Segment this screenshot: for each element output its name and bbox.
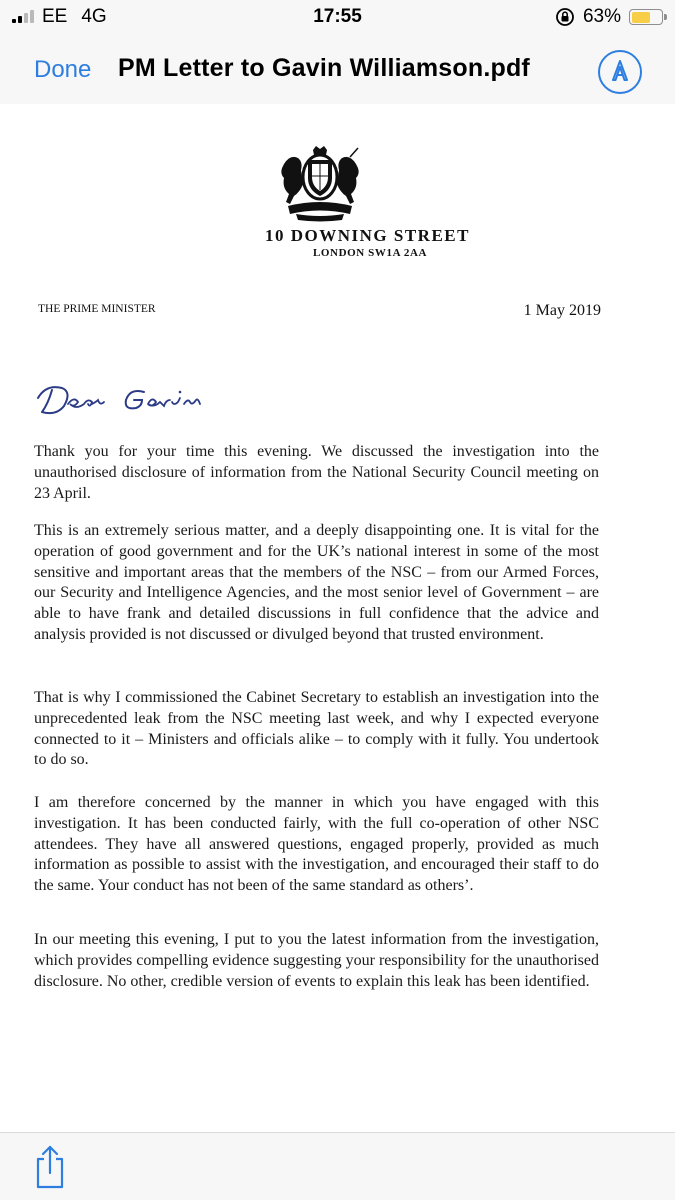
carrier-name: EE — [42, 6, 68, 27]
clock: 17:55 — [313, 6, 362, 27]
letter-paragraph: That is why I commissioned the Cabinet Secretary to establish an investigation into the unprecedented leak from the NSC meeting last week, and why I expected everyone connected to it – Ministers and officials alike – to comply with it fully. You undertook to do so. — [34, 689, 599, 769]
status-right — [555, 6, 663, 28]
letter-date: 1 May 2019 — [523, 302, 601, 319]
royal-coat-of-arms-icon — [270, 144, 370, 224]
battery-level — [632, 12, 650, 23]
nav-bar — [0, 36, 675, 104]
letter-paragraph: Thank you for your time this evening. We discussed the investigation into the unauthorised disclosure of information from the National Security Council meeting on 23 April. — [34, 443, 599, 502]
letter-paragraph: I am therefore concerned by the manner in which you have engaged with this investigation. It has been conducted fairly, with the full co-operation of other NSC attendees. They have all answered questions, engaged properly, provided as much information as possible to assist with the investigation, and encouraged their staff to do the same. Your conduct has not been of the same standard as others’. — [34, 794, 599, 895]
bottom-toolbar — [0, 1132, 675, 1200]
share-icon[interactable] — [30, 1143, 70, 1191]
letter-paragraph: This is an extremely serious matter, and a deeply disappointing one. It is vital for the operation of good government and for the UK’s national interest in some of the most sensitive and important areas that the members of the NSC – from our Armed Forces, our Security and Intelligence Agencies, and the most senior level of Government – are able to have frank and detailed discussions in full confidence that the advice and analysis provided is not discussed or divulged beyond that trusted environment. — [34, 522, 599, 643]
letter-paragraph: In our meeting this evening, I put to you the latest information from the investigation, which provides compelling evidence suggesting your responsibility for the unauthorised disclosure. No other, credible version of events to explain this leak has been identified. — [34, 931, 599, 990]
markup-pen-icon[interactable] — [598, 50, 642, 94]
status-bar — [0, 0, 675, 36]
pdf-page[interactable] — [0, 104, 675, 1132]
battery-percent: 63% — [582, 6, 621, 27]
network-type: 4G — [81, 6, 107, 27]
handwritten-salutation — [32, 376, 232, 426]
done-button[interactable]: Done — [34, 56, 92, 83]
rotation-lock-icon — [555, 7, 575, 27]
document-title: PM Letter to Gavin Williamson.pdf — [118, 54, 530, 82]
battery-icon — [629, 9, 663, 25]
letterhead-title: 10 DOWNING STREET — [265, 226, 470, 245]
sender-line: THE PRIME MINISTER — [38, 303, 156, 315]
letterhead-address: LONDON SW1A 2AA — [312, 247, 428, 259]
